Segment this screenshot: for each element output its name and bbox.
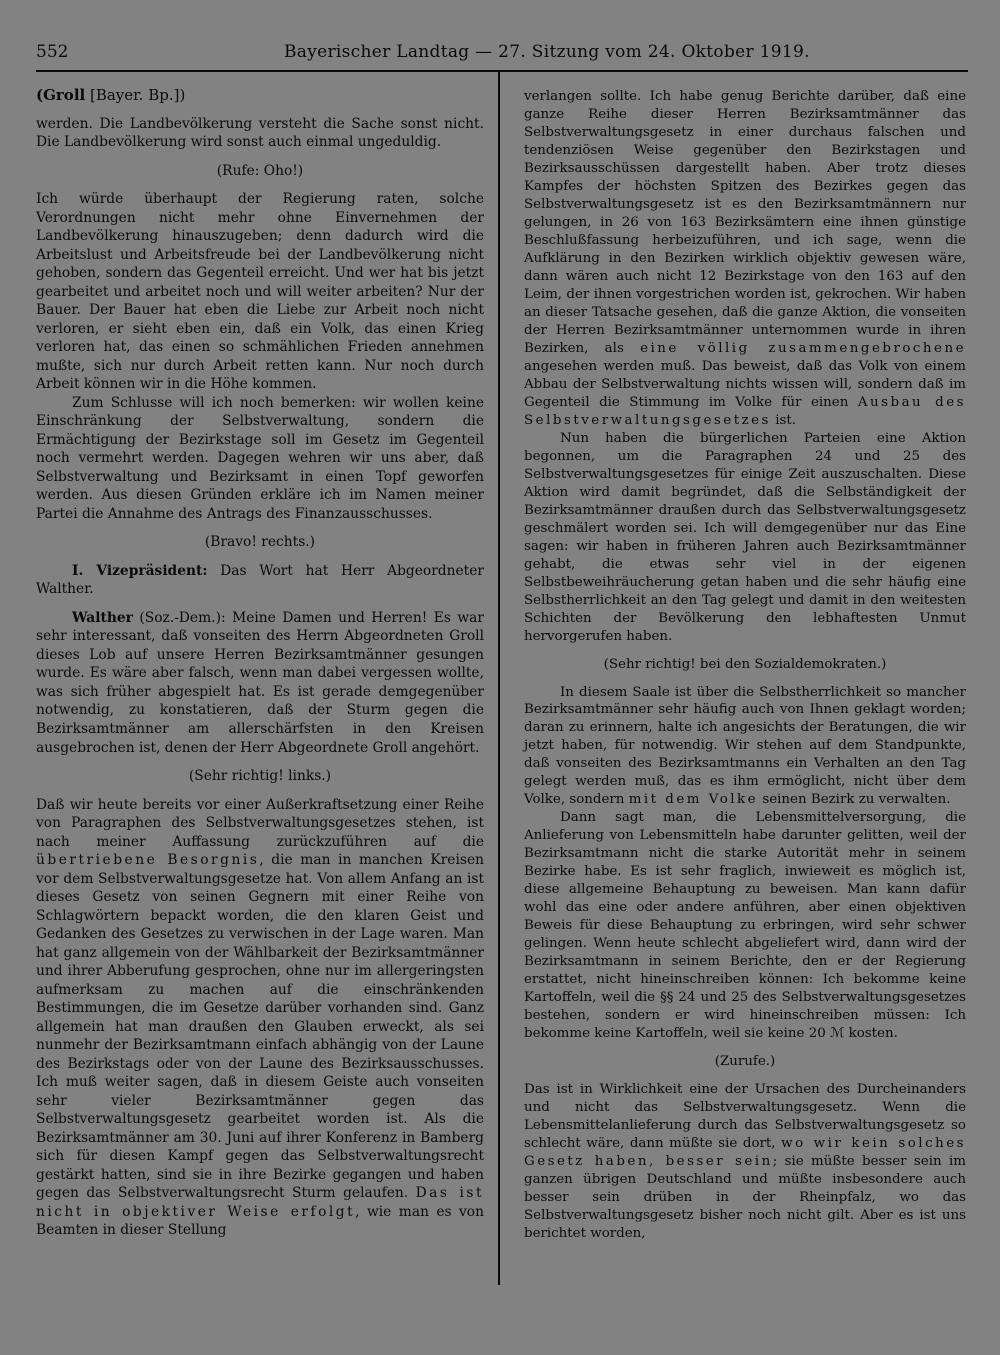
interjection: (Bravo! rechts.) (204, 534, 316, 551)
left-column (36, 86, 484, 1240)
header-rule (36, 70, 968, 72)
column-divider (498, 72, 500, 1285)
paragraph: Das ist in Wirklichkeit eine der Ursachen des Durcheinanders und nicht das Selbstverwaltungsgesetz. Wenn die Lebensmittelanlieferung durch das Selbstverwaltungsgesetz so schlecht wäre, dann müßte sie dort, wo wir kein solches Gesetz haben, besser sein; sie müßte besser sein im ganzen übrigen Deutschland und müßte insbesondere auch besser sein drüben in der Rheinpfalz, wo das Selbstverwaltungsgesetz bisher noch nicht gilt. Aber es ist uns berichtet worden, (524, 1082, 966, 1242)
paragraph: In diesem Saale ist über die Selbstherrlichkeit so mancher Bezirksamtmänner sehr häufig auch von Ihnen geklagt worden; daran zu erinnern, halte ich angesichts der Beratungen, die wir jetzt haben, für notwendig. Wir stehen auf dem Standpunkte, daß vonseiten des Bezirksamtmanns ein Verhalten an den Tag gelegt werden muß, das es ihm ermöglicht, nicht über dem Volke, sondern mit dem Volke seinen Bezirk zu verwalten. (524, 684, 966, 808)
page-header (36, 36, 966, 66)
paragraph: Dann sagt man, die Lebensmittelversorgung, die Anlieferung von Lebensmitteln habe darunter gelitten, weil der Bezirksamtmann nicht die starke Autorität mehr in seinem Bezirke habe. Es ist sehr fraglich, inwieweit es möglich ist, diese allgemeine Behauptung zu beweisen. Man kann dafür wohl das eine oder andere anführen, aber einen objektiven Beweis für diese Behauptung zu erbringen, wird sehr schwer gelingen. Wenn heute schlecht abgeliefert wird, dann wird der Bezirksamtmann in seinem Berichte, den er der Regierung erstattet, nicht hineinschreiben können: Ich bekomme keine Kartoffeln, weil die §§ 24 und 25 des Selbstverwaltungsgesetzes bestehen, sondern er wird hineinschreiben müssen: Ich bekomme keine Kartoffeln, weil sie keine 20 ℳ kosten. (524, 810, 966, 1042)
paragraph: Nun haben die bürgerlichen Parteien eine Aktion begonnen, um die Paragraphen 24 und 25 des Selbstverwaltungsgesetzes für einige Zeit auszuschalten. Diese Aktion wird damit begründet, daß die Selbständigkeit der Bezirksamtmänner draußen durch das Selbstverwaltungsgesetz geschmälert worden sei. Ich will demgegenüber nur das Eine sagen: wir haben in früheren Jahren auch Bezirksamtmänner gehabt, die etwas sehr viel in der eigenen Selbstbeweihräucherung getan haben und die sehr häufig eine Selbstherrlichkeit an den Tag gelegt und damit in den weitesten Schichten der Bevölkerung den lebhaftesten Unmut hervorgerufen haben. (524, 430, 966, 644)
paragraph: verlangen sollte. Ich habe genug Berichte darüber, daß eine ganze Reihe dieser Herren Bezirksamtmänner das Selbstverwaltungsgesetz in einer durchaus falschen und tendenziösen Weise gegenüber den Bezirkstagen und Bezirksausschüssen dargestellt haben. Aber trotz dieses Kampfes der höchsten Spitzen des Bezirkes gegen das Selbstverwaltungsgesetz ist es den Bezirksamtmännern nur gelungen, in 26 von 163 Bezirksämtern eine ihnen günstige Beschlußfassung herbeizuführen, und ich sage, wenn die Aufklärung in den Bezirken wirklich objektiv gewesen wäre, dann wären auch nicht 12 Bezirkstage von den 163 auf den Leim, der ihnen vorgestrichen worden ist, gekrochen. Wir haben an dieser Tatsache gesehen, daß die ganze Aktion, die vonseiten der Herren Bezirksamtmänner unternommen wurde in ihren Bezirken, als eine völlig zusammengebrochene angesehen werden muß. Das beweist, daß das Volk von einem Abbau der Selbstverwaltung nichts wissen will, sondern daß im Gegenteil die Stimmung im Volke für einen Ausbau des Selbstverwaltungsgesetzes ist. (524, 89, 966, 428)
paragraph: Ich würde überhaupt der Regierung raten, solche Verordnungen nicht mehr ohne Einvernehmen der Landbevölkerung hinauszugeben; denn dadurch wird die Arbeitslust und Arbeitsfreude bei der Landbevölkerung nicht gehoben, sondern das Gegenteil erreicht. Und wer hat bis jetzt gearbeitet und arbeitet noch und will weiter arbeiten? Nur der Bauer. Der Bauer hat eben die Liebe zur Arbeit noch nicht verloren, er sieht eben ein, daß ein Volk, das einen Krieg verloren hat, das einen so schmählichen Frieden annehmen mußte, sich nur durch Arbeit retten kann. Nur noch durch Arbeit können wir in die Höhe kommen. (36, 191, 484, 393)
interjection: (Sehr richtig! links.) (188, 768, 332, 785)
interjection: (Zurufe.) (714, 1054, 776, 1070)
page-number: 552 (36, 42, 69, 62)
interjection: (Sehr richtig! bei den Sozialdemokraten.) (603, 656, 887, 672)
interjection: (Rufe: Oho!) (216, 162, 304, 179)
chair-announcement: I. Vizepräsident: Das Wort hat Herr Abgeordneter Walther. (36, 562, 484, 598)
continuing-speaker: (Groll [Bayer. Bp.]) (36, 86, 186, 104)
paragraph: werden. Die Landbevölkerung versteht die Sache sonst nicht. Die Landbevölkerung wird sonst auch einmal ungeduldig. (36, 115, 484, 151)
paragraph: Zum Schlusse will ich noch bemerken: wir wollen keine Einschränkung der Selbstverwaltung, sondern die Ermächtigung der Bezirkstage soll im Gesetz im Gegenteil noch vermehrt werden. Dagegen wehren wir uns aber, daß Selbstverwaltung und Bezirksamt in einen Topf geworfen werden. Aus diesen Gründen erkläre ich im Namen meiner Partei die Annahme des Antrags des Finanzausschusses. (36, 394, 484, 522)
right-column (524, 88, 966, 1243)
speech-opening: Walther (Soz.-Dem.): Meine Damen und Herren! Es war sehr interessant, daß vonseiten des Herrn Abgeordneten Groll dieses Lob auf unsere Herren Bezirksamtmänner gesungen wurde. Es wäre aber falsch, wenn man dabei vergessen wollte, was sich früher abgespielt hat. Es ist gerade demgegenüber notwendig, zu konstatieren, daß der Sturm gegen die Bezirksamtmänner am allerschärfsten in den Kreisen ausgebrochen ist, denen der Herr Abgeordnete Groll angehört. (36, 609, 485, 756)
paragraph: Daß wir heute bereits vor einer Außerkraftsetzung einer Reihe von Paragraphen des Selbstverwaltungsgesetzes stehen, ist nach meiner Auffassung zurückzuführen auf die übertriebene Besorgnis, die man in manchen Kreisen vor dem Selbstverwaltungsgesetze hat. Von allem Anfang an ist dieses Gesetz von seinen Gegnern mit einer Reihe von Schlagwörtern bepackt worden, die den klaren Geist und Gedanken des Gesetzes zu verwischen in der Lage waren. Man hat ganz allgemein von der Wählbarkeit der Bezirksamtmänner und ihrer Abberufung gesprochen, ohne nur im allergeringsten aufmerksam zu machen auf die einschränkenden Bestimmungen, die im Gesetze darüber vorhanden sind. Ganz allgemein hat man draußen den Glauben erweckt, als sei nunmehr der Bezirksamtmann einfach abhängig von der Laune des Bezirkstags oder von der Laune des Bezirksausschusses. Ich muß weiter sagen, daß in diesem Geiste auch vonseiten sehr vieler Bezirksamtmänner gegen das Selbstverwaltungsgesetz gearbeitet worden ist. Als die Bezirksamtmänner am 30. Juni auf ihrer Konferenz in Bamberg sich für diesen Kampf gegen das Selbstverwaltungsrecht gestärkt hatten, sind sie in ihre Bezirke gegangen und haben gegen das Selbstverwaltungsrecht Sturm gelaufen. Das ist nicht in objektiver Weise erfolgt, wie man es von Beamten in dieser Stellung (36, 796, 485, 1239)
running-title: Bayerischer Landtag — 27. Sitzung vom 24. Oktober 1919. (284, 42, 810, 62)
